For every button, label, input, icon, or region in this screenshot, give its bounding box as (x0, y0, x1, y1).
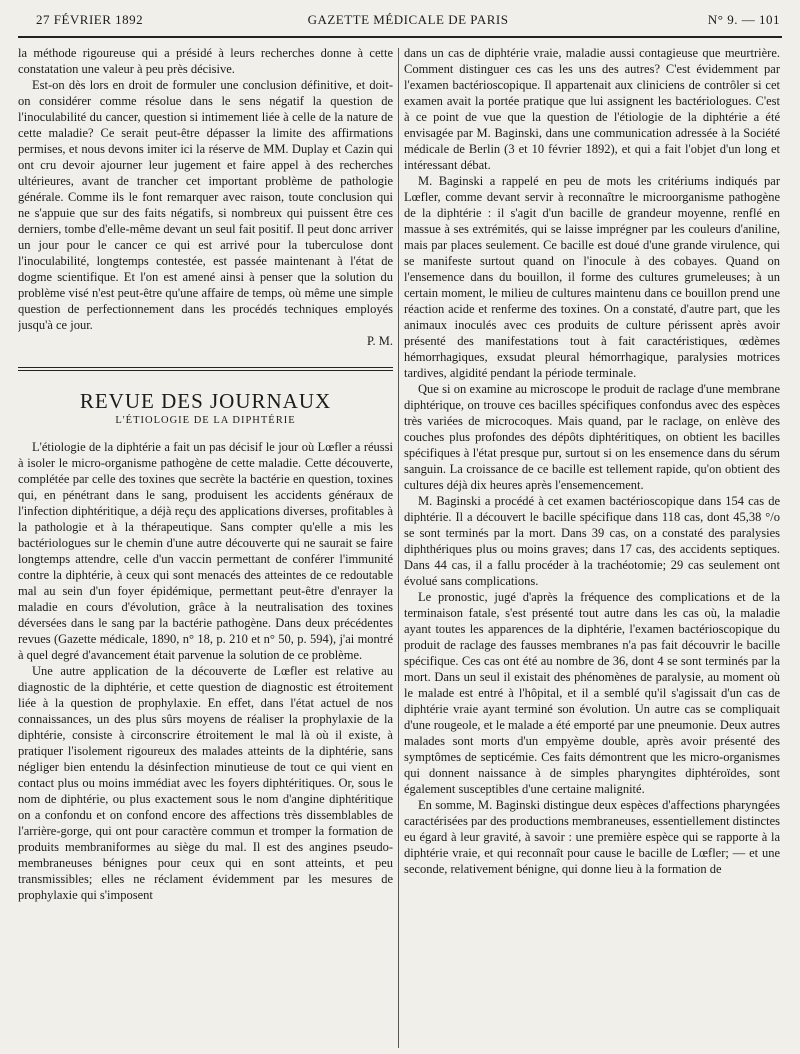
paragraph: Est-on dès lors en droit de formuler une conclusion définitive, et doit-on considérer comme résolue dans le sens négatif la question de l'inoculabilité du cancer, question si intimement liée à celle de la nature de cette maladie? Ce serait peut-être dépasser la limite des affirmations permises, et nous devons imiter ici la réserve de MM. Duplay et Cazin qui ont cru devoir ajourner leur jugement et faire appel à des recherches ultérieures, avant de trancher cet important problème de pathologie générale. Comme ils le font remarquer avec raison, toute conclusion qui ne s'appuie que sur des faits négatifs, si nombreux qui puissent être ces derniers, tombe d'elle-même devant un seul fait positif. Il peut donc arriver un jour pour le cancer ce qui est arrivé pour la tuberculose dont l'inoculabilité, longtemps contestée, est passée maintenant à l'état de dogme scientifique. Et l'on est amené ainsi à penser que la solution du problème visé n'est peut-être qu'une affaire de temps, où même une simple question de perfectionnement dans les procédés techniques employés jusqu'à ce jour. (18, 78, 393, 332)
page-header (36, 12, 780, 38)
section-subtitle: L'ÉTIOLOGIE DE LA DIPHTÉRIE (115, 415, 296, 426)
section-rule (18, 370, 393, 371)
section-title: REVUE DES JOURNAUX (79, 389, 332, 413)
section-rule (18, 367, 393, 368)
right-column (404, 45, 780, 1050)
paragraph: Une autre application de la découverte de Lœfler est relative au diagnostic de la diphtérie, et cette question de diagnostic est étroitement liée à la question de prophylaxie. En effet, dans l'état actuel de nos connaissances, un des plus sûrs moyens de réaliser la prophylaxie de la diphtérie, consiste à circonscrire étroitement le mal là où il existe, à pratiquer l'isolement rigoureux des malades atteints de la diphtérie, sans négliger bien entendu la désinfection minutieuse de tout ce qui vient en contact plus ou moins immédiat avec les foyers diphtéritiques. Or, sous le nom de diphtérie, ou plus exactement sous le nom d'angine diphtéritique on a confondu et on confond encore des affections très dissemblables de l'arrière-gorge, qui ont pour caractère commun et tromper la formation de produits membraniformes au siège du mal. Il est des angines pseudo-membraneuses bénignes pour ceux qui en sont atteints, et peu transmissibles; elles ne réclament évidemment par les mesures de prophylaxie qui s'imposent (18, 664, 393, 902)
paragraph: Que si on examine au microscope le produit de raclage d'une membrane diphtérique, on trouve ces bacilles spécifiques confondus avec des espèces très variées de microcoques. Mais quand, par le raclage, on enlève des couches plus profondes des dépôts diphtéritiques, on obtient les bacilles spécifiques à l'état presque pur, surtout si on les ensemence dans du sérum sanguin. La croissance de ce bacille est tellement rapide, qu'on obtient des cultures déjà dix heures après l'ensemencement. (404, 382, 780, 492)
header-issue-page: N° 9. — 101 (707, 12, 780, 27)
paragraph: dans un cas de diphtérie vraie, maladie aussi contagieuse que meurtrière. Comment distinguer ces cas les uns des autres? C'est évidemment par l'examen bactérioscopique. Il appartenait aux cliniciens de contrôler si cet examen avait la portée pratique que lui assignent les bactériologues. C'est à ce point de vue que la question de l'étiologie de la diphtérie a été envisagée par M. Baginski, dans une communication adressée à la Société médicale de Berlin (3 et 10 février 1892), et qui a fait l'objet d'un long et intéressant débat. (404, 46, 780, 172)
paragraph: Le pronostic, jugé d'après la fréquence des complications et de la terminaison fatale, s'est présenté tout autre dans les cas où, la maladie ayant toutes les apparences de la diphtérie, l'examen bactérioscopique du produit de raclage des fausses membranes n'a pas fait découvrir le bacille spécifique. Ces cas ont été au nombre de 36, dont 4 se sont terminés par la mort. Dans un seul il existait des phénomènes de paralysie, au moment où le malade est entré à l'hôpital, et il a semblé qu'il s'agissait d'un cas de diphtérie vraie ayant terminé son évolution. Un autre cas se compliquait d'une rougeole, et le malade a été emporté par une pneumonie. Deux autres malades sont morts d'un empyème double, après avoir présenté des symptômes de septicémie. Ces faits démontrent que les micro-organismes qui donnent naissance à de simples pharyngites diphtéroïdes, sont également susceptibles d'une certaine malignité. (404, 590, 780, 796)
paragraph: M. Baginski a procédé à cet examen bactérioscopique dans 154 cas de diphtérie. Il a découvert le bacille spécifique dans 118 cas, dont 45,38 °/o se sont terminés par la mort. Dans 39 cas, on a constaté des paralysies diphthériques plus ou moins graves; dans 17 cas, des accidents septiques. Dans 44 cas, il a fallu procéder à la trachéotomie; 29 cas seulement ont évolué sans complications. (404, 494, 780, 588)
column-divider (398, 48, 399, 1048)
paragraph: la méthode rigoureuse qui a présidé à leurs recherches donne à cette constatation une valeur à peu près décisive. (18, 46, 393, 76)
signature: P. M. (366, 334, 393, 348)
header-date: 27 FÉVRIER 1892 (36, 12, 144, 27)
paragraph: M. Baginski a rappelé en peu de mots les critériums indiqués par Lœfler, comme devant servir à reconnaître le microorganisme pathogène de la diphtérie : il s'agit d'un bacille de grandeur moyenne, renflé en massue à ses extrémités, qui se laisse imprégner par les couleurs d'aniline, mais par places seulement. Ce bacille est doué d'une grande virulence, qui se manifeste surtout quand on l'inocule à des cobayes. Quand on l'ensemence dans du bouillon, il forme des cultures grumeleuses; à un certain moment, le milieu de cultures maintenu dans ce bouillon prend une réaction acide et renferme des toxines. On a constaté, d'autre part, que les animaux inoculés avec ces produits de culture périssent après avoir présenté des manifestations tout à fait caractéristiques, œdèmes hémorrhagiques, exsudat pleural hémorrhagique, paralysies motrices tardives, algidité pendant la période terminale. (404, 174, 780, 380)
left-column (18, 45, 393, 1050)
header-rule (18, 36, 782, 38)
paragraph: En somme, M. Baginski distingue deux espèces d'affections pharyngées caractérisées par des productions membraneuses, essentiellement distinctes eu égard à leur gravité, à savoir : une première espèce qui se rapporte à la diphtérie vraie, et qui reconnaît pour cause le bacille de Lœfler; — et une seconde, relativement bénigne, qui donne lieu à la formation de (404, 798, 780, 876)
header-journal-title: GAZETTE MÉDICALE DE PARIS (307, 12, 509, 27)
paragraph: L'étiologie de la diphtérie a fait un pas décisif le jour où Lœfler a réussi à isoler le micro-organisme pathogène de cette maladie. Cette découverte, complétée par celle des toxines que secrète la bactérie en question, toxines qui, en pénétrant dans le sang, produisent les accidents généraux de l'infection diphtéritique, a déjà reçu des applications diverses, profitables à la pathologie et à la thérapeutique. Sans compter qu'elle a mis les bactériologues sur le chemin d'une autre découverte qui ne saurait se faire longtemps attendre, celle d'un vaccin permettant de conférer l'immunité contre la diphtérie, à ceux qui sont menacés des atteintes de ce redoutable mal au sein d'un foyer épidémique, permettant peut-être d'enrayer la maladie en cours d'évolution, grâce à la neutralisation des toxines déversées dans le sang par la bactérie pathogène. Dans deux précédentes revues (Gazette médicale, 1890, n° 18, p. 210 et n° 50, p. 594), j'ai montré à quel degré d'avancement était parvenue la solution de ce problème. (18, 440, 393, 662)
